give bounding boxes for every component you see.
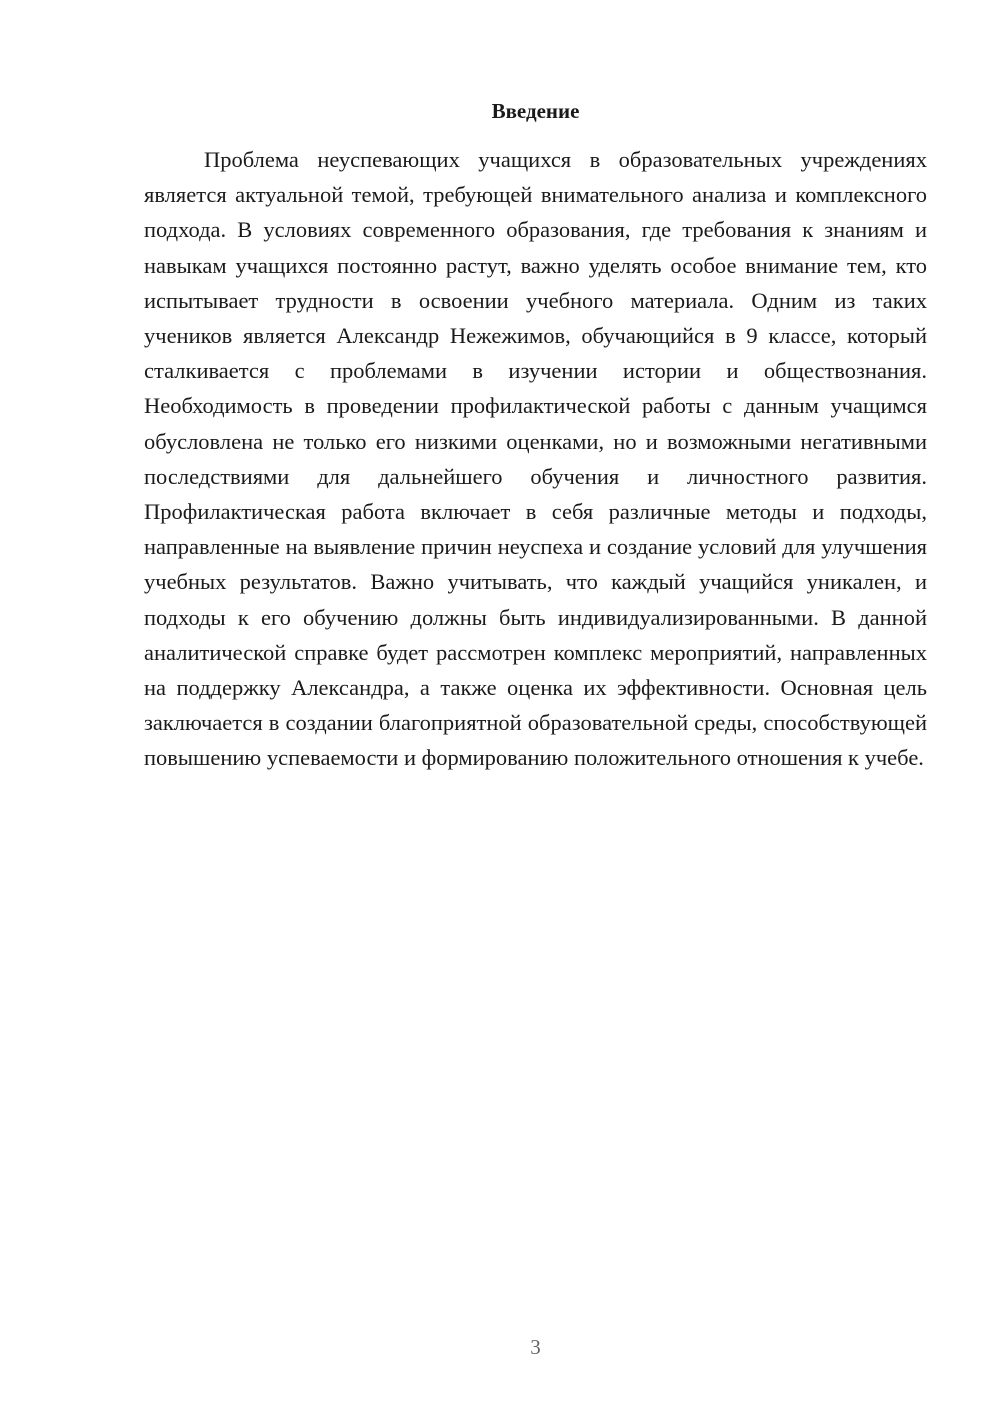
section-heading: Введение [491, 99, 580, 123]
page-number: 3 [530, 1335, 541, 1359]
body-paragraph: Проблема неуспевающих учащихся в образовательных учреждениях является актуальной темой, требующей внимательного анализа и комплексного подхода. В условиях современного образования, где требования к знаниям и навыкам учащихся постоянно растут, важно уделять особое внимание тем, кто испытывает трудности в освоении учебного материала. Одним из таких учеников является Александр Нежежимов, обучающийся в 9 классе, который сталкивается с проблемами в изучении истории и обществознания. Необходимость в проведении профилактической работы с данным учащимся обусловлена не только его низкими оценками, но и возможными негативными последствиями для дальнейшего обучения и личностного развития. Профилактическая работа включает в себя различные методы и подходы, направленные на выявление причин неуспеха и создание условий для улучшения учебных результатов. Важно учитывать, что каждый учащийся уникален, и подходы к его обучению должны быть индивидуализированными. В данной аналитической справке будет рассмотрен комплекс мероприятий, направленных на поддержку Александра, а также оценка их эффективности. Основная цель заключается в создании благоприятной образовательной среды, способствующей повышению успеваемости и формированию положительного отношения к учебе. [144, 147, 927, 771]
